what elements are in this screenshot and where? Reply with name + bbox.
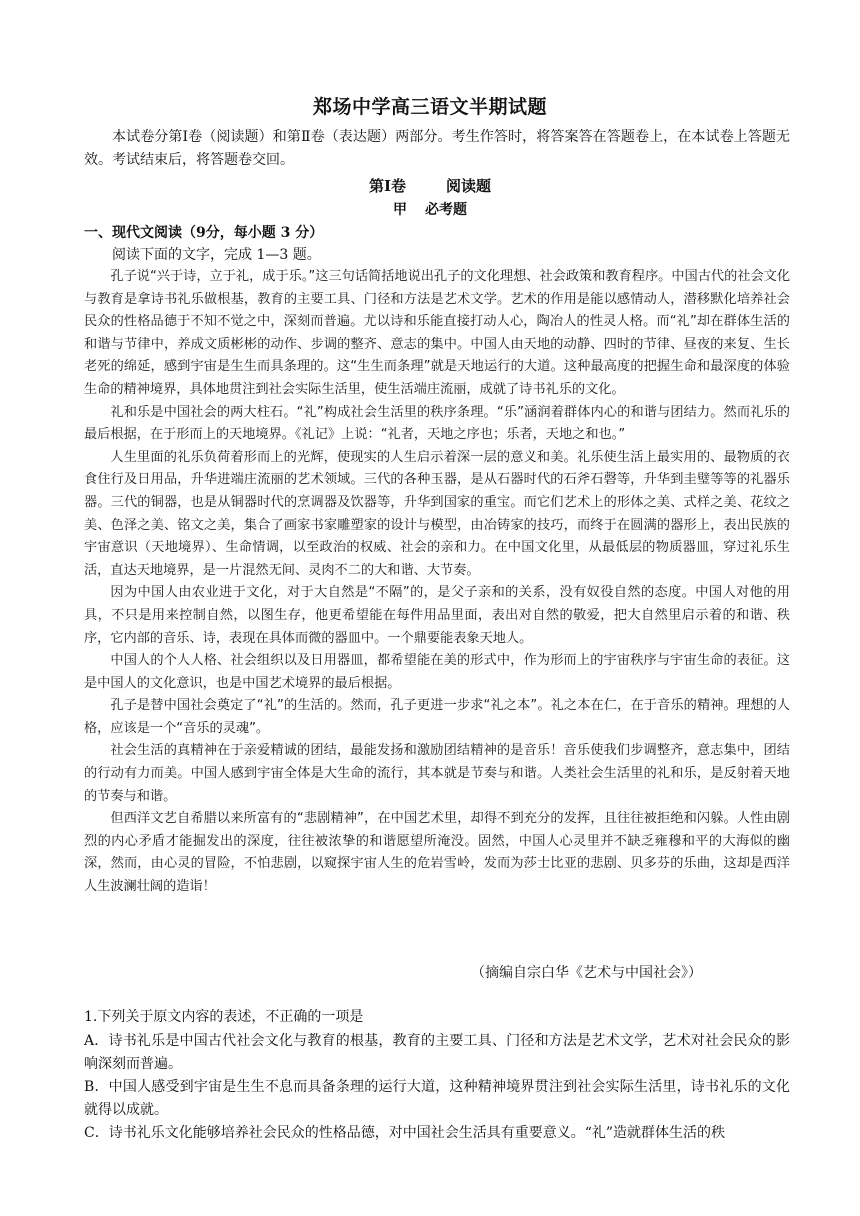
passage-paragraph: 因为中国人由农业进于文化，对于大自然是“不隔”的，是父子亲和的关系，没有奴役自然的态度。中国人对他的用具，不只是用来控制自然，以图生存，他更希望能在每件用品里面，表出对自然的敬爱，把大自然里启示着的和谐、秩序，它内部的音乐、诗，表现在具体而微的器皿中。一个鼎要能表象天地人。 [84,585,790,646]
question-list [84,1006,790,1145]
volume-label: 第Ⅰ卷 [368,177,406,195]
volume-heading [0,175,860,196]
question-option-c: C．诗书礼乐文化能够培养社会民众的性格品德，对中国社会生活具有重要意义。“礼”造就群体生活的秩 [84,1125,726,1141]
page-title: 郑场中学高三语文半期试题 [312,96,547,118]
question-stem: 1.下列关于原文内容的表述，不正确的一项是 [84,1009,364,1025]
passage-paragraph: 礼和乐是中国社会的两大柱石。“礼”构成社会生活里的秩序条理。“乐”涵润着群体内心的和谐与团结力。然而礼乐的最后根据，在于形而上的天地境界。《礼记》上说：“礼者，天地之序也；乐者，天地之和也。” [84,404,790,443]
reading-passage [84,266,790,899]
reading-instruction: 阅读下面的文字，完成 1—3 题。 [112,247,321,263]
passage-paragraph: 中国人的个人人格、社会组织以及日用器皿，都希望能在美的形式中，作为形而上的宇宙秩序与宇宙生命的表征。这是中国人的文化意识，也是中国艺术境界的最后根据。 [84,653,790,691]
section-heading: 一、现代文阅读（9分，每小题 3 分） [84,225,324,241]
passage-paragraph: 孔子说“兴于诗，立于礼，成于乐。”这三句话简括地说出孔子的文化理想、社会政策和教育程序。中国古代的社会文化与教育是拿诗书礼乐做根基，教育的主要工具、门径和方法是艺术文学。艺术的作用是能以感情动人，潜移默化培养社会民众的性格品德于不知不觉之中，深刻而普遍。尤以诗和乐能直接打动人心，陶冶人的性灵人格。而“礼”却在群体生活的和谐与节律中，养成文质彬彬的动作、步调的整齐、意志的集中。中国人由天地的动静、四时的节律、昼夜的来复、生长老死的绵延，感到宇宙是生生而具条理的。这“生生而条理”就是天地运行的大道。这种最高度的把握生命和最深度的体验生命的精神境界，具体地贯注到社会实际生活里，使生活端庄流丽，成就了诗书礼乐的文化。 [84,269,791,397]
question-option-a: A．诗书礼乐是中国古代社会文化与教育的根基，教育的主要工具、门径和方法是艺术文学，艺术对社会民众的影响深刻而普遍。 [84,1033,790,1072]
volume-title: 阅读题 [446,177,492,195]
part-label: 甲 [393,202,407,218]
exam-instructions: 本试卷分第Ⅰ卷（阅读题）和第Ⅱ卷（表达题）两部分。考生作答时，将答案答在答题卷上，在本试卷上答题无效。考试结束后，将答题卷交回。 [84,129,790,168]
part-title: 必考题 [425,202,467,218]
passage-paragraph: 但西洋文艺自希腊以来所富有的“悲剧精神”，在中国艺术里，却得不到充分的发挥，且往往被拒绝和闪躲。人性由剧烈的内心矛盾才能掘发出的深度，往往被浓挚的和谐愿望所淹没。固然，中国人心灵里并不缺乏雍穆和平的大海似的幽深，然而，由心灵的冒险，不怕悲剧，以窥探宇宙人生的危岩雪岭，发而为莎士比亚的悲剧、贝多芬的乐曲，这却是西洋人生波澜壮阔的造诣！ [84,811,790,895]
question-option-b: B．中国人感受到宇宙是生生不息而具备条理的运行大道，这种精神境界贯注到社会实际生活里，诗书礼乐的文化就得以成就。 [84,1079,790,1118]
passage-source: （摘编自宗白华《艺术与中国社会》） [471,965,702,981]
passage-paragraph: 人生里面的礼乐负荷着形而上的光辉，使现实的人生启示着深一层的意义和美。礼乐使生活上最实用的、最物质的衣食住行及日用品，升华进端庄流丽的艺术领域。三代的各种玉器，是从石器时代的石斧石磬等，升华到圭璧等等的礼器乐器。三代的铜器，也是从铜器时代的烹调器及饮器等，升华到国家的重宝。而它们艺术上的形体之美、式样之美、花纹之美、色泽之美、铭文之美，集合了画家书家雕塑家的设计与模型，由冶铸家的技巧，而终于在圆满的器形上，表出民族的宇宙意识（天地境界）、生命情调，以至政治的权威、社会的亲和力。在中国文化里，从最低层的物质器皿，穿过礼乐生活，直达天地境界，是一片混然无间、灵肉不二的大和谐、大节奏。 [84,449,790,578]
part-heading [0,199,860,219]
passage-paragraph: 孔子是替中国社会奠定了“礼”的生活的。然而，孔子更进一步求“礼之本”。礼之本在仁，在于音乐的精神。理想的人格，应该是一个“音乐的灵魂”。 [84,698,790,736]
passage-paragraph: 社会生活的真精神在于亲爱精诚的团结，最能发扬和激励团结精神的是音乐！音乐使我们步调整齐，意志集中，团结的行动有力而美。中国人感到宇宙全体是大生命的流行，其本就是节奏与和谐。人类社会生活里的礼和乐，是反射着天地的节奏与和谐。 [84,743,790,804]
